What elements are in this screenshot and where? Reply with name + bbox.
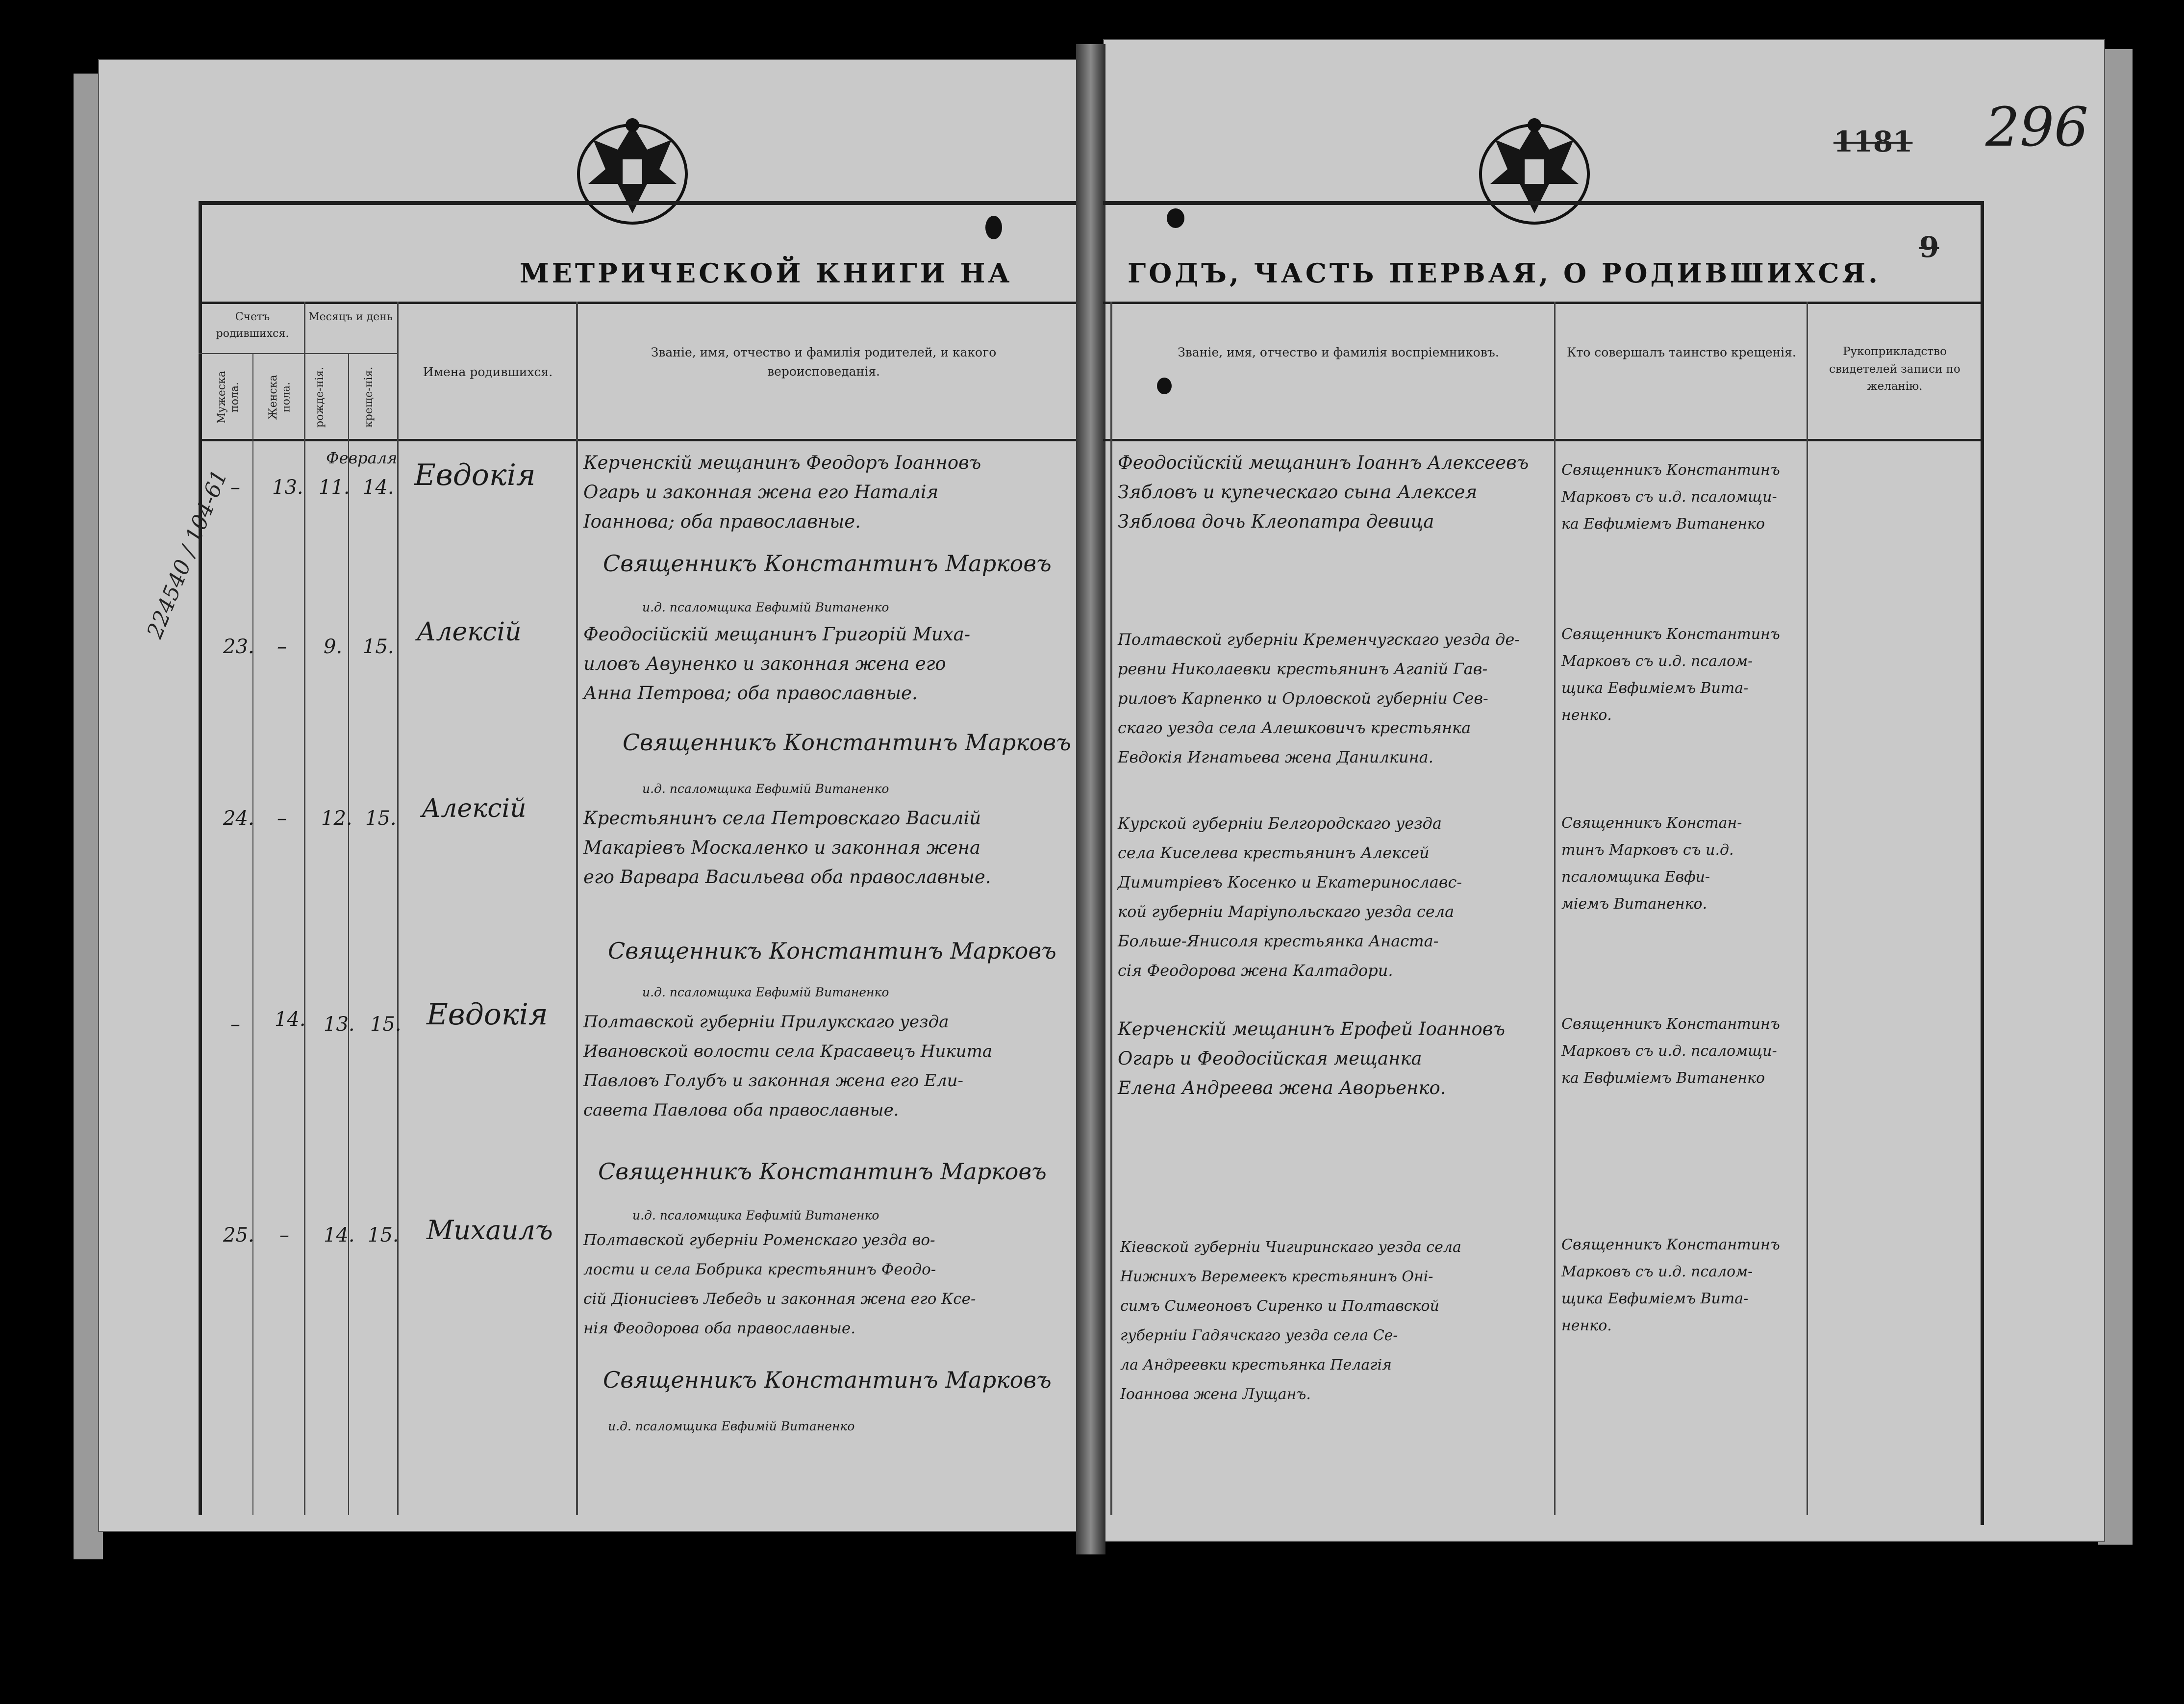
record-godparents-line: Керченскій мещанинъ Ерофей Іоанновъ: [1118, 1018, 1505, 1040]
record-godparents-line: Евдокія Игнатьева жена Данилкина.: [1118, 748, 1433, 766]
record-baptized: 15.: [365, 807, 397, 830]
record-godparents-line: ревни Николаевки крестьянинъ Агапій Гав-: [1118, 660, 1488, 678]
record-clerk-signature: и.д. псаломщика Евфимій Витаненко: [642, 600, 889, 614]
header-rule-bottom-right: [1103, 439, 1983, 441]
record-parents-line: Павловъ Голубъ и законная жена его Ели-: [583, 1071, 964, 1091]
record-priest-line: Священникъ Константинъ: [1561, 461, 1780, 479]
record-name: Евдокія: [427, 997, 548, 1032]
record-priest-line: щика Евфиміемъ Вита-: [1561, 1290, 1749, 1307]
record-godparents-line: скаго уезда села Алешковичъ крестьянка: [1118, 718, 1471, 737]
record-priest-line: ка Евфиміемъ Витаненко: [1561, 515, 1765, 533]
col-rule: [1110, 302, 1112, 1515]
record-parents-line: Анна Петрова; оба православные.: [583, 683, 918, 704]
record-godparents-line: Зяблова дочь Клеопатра девица: [1118, 511, 1434, 532]
title-right: ГОДЪ, ЧАСТЬ ПЕРВАЯ, О РОДИВШИХСЯ.: [1128, 257, 1881, 289]
record-priest-line: тинъ Марковъ съ и.д.: [1561, 841, 1734, 859]
record-male-no: 25.: [223, 1224, 254, 1246]
record-female-no: –: [277, 807, 287, 830]
record-priest-line: Священникъ Константинъ: [1561, 626, 1780, 643]
record-parents-line: Макаріевъ Москаленко и законная жена: [583, 837, 981, 858]
record-clerk-signature: и.д. псаломщика Евфимій Витаненко: [642, 985, 889, 999]
header-names: Имена родившихся.: [423, 365, 553, 379]
record-godparents-line: Іоаннова жена Лущанъ.: [1120, 1386, 1311, 1403]
col-rule: [397, 302, 399, 1515]
record-priest-line: Священникъ Констан-: [1561, 814, 1742, 832]
record-parents-line: Феодосійскій мещанинъ Григорій Миха-: [583, 624, 971, 645]
record-parents-line: савета Павлова оба православные.: [583, 1100, 899, 1120]
record-godparents-line: Димитріевъ Косенко и Екатеринославс-: [1118, 873, 1462, 891]
folio-number: 9: [1919, 230, 1939, 264]
record-parents-line: Ивановской волости села Красавецъ Никита: [583, 1042, 993, 1061]
record-godparents-line: Огарь и Феодосійская мещанка: [1118, 1048, 1422, 1069]
record-name: Алексій: [422, 794, 527, 823]
record-born: 14.: [324, 1224, 355, 1246]
record-godparents-line: кой губерніи Маріупольскаго уезда села: [1118, 902, 1455, 921]
col-rule: [576, 302, 578, 1515]
record-godparents-line: Полтавской губерніи Кременчугскаго уезда де-: [1118, 630, 1520, 649]
record-priest-signature: Священникъ Константинъ Марковъ: [603, 1367, 1052, 1393]
col-rule: [1554, 302, 1556, 1515]
frame-top-left: [199, 201, 1076, 205]
printed-page-number: 1181: [1833, 125, 1913, 158]
record-parents-line: нія Феодорова оба православные.: [583, 1320, 856, 1337]
col-rule: [252, 353, 253, 1515]
record-godparents-line: села Киселева крестьянинъ Алексей: [1118, 843, 1430, 862]
record-female-no: –: [277, 636, 287, 658]
book-spine: [1076, 44, 1105, 1554]
record-baptized: 15.: [370, 1013, 402, 1036]
record-priest-line: Марковъ съ и.д. псалом-: [1561, 653, 1753, 670]
record-parents-line: лости и села Бобрика крестьянинъ Феодо-: [583, 1261, 936, 1278]
record-priest-line: ненко.: [1561, 707, 1612, 724]
record-female-no: 14.: [275, 1008, 306, 1031]
record-parents-line: Крестьянинъ села Петровскаго Василій: [583, 808, 981, 829]
record-baptized: 15.: [368, 1224, 399, 1246]
header-rule-right: [1103, 302, 1983, 304]
header-parents: Званіе, имя, отчество и фамилія родителей, и какого вероисповеданія.: [651, 345, 997, 379]
record-male-no: –: [230, 476, 240, 499]
record-godparents-line: Нижнихъ Веремеекъ крестьянинъ Оні-: [1120, 1268, 1433, 1285]
ink-blot: [1157, 378, 1172, 394]
header-rule-left: [199, 302, 1076, 304]
ink-blot: [1167, 208, 1184, 228]
header-female: Женска пола.: [267, 375, 293, 420]
record-godparents-line: Курской губерніи Белгородскаго уезда: [1118, 814, 1442, 833]
double-headed-eagle-emblem-right: [1461, 105, 1608, 238]
header-rule-bottom-left: [199, 439, 1076, 441]
record-parents-line: Іоаннова; оба православные.: [583, 511, 861, 532]
record-name: Евдокія: [414, 458, 536, 492]
record-priest-line: міемъ Витаненко.: [1561, 895, 1707, 913]
header-baptized: креще-нія.: [363, 366, 375, 428]
record-female-no: 13.: [272, 476, 303, 499]
record-male-no: 24.: [223, 807, 254, 830]
col-rule: [348, 353, 349, 1515]
record-godparents-line: Кіевской губерніи Чигиринскаго уезда села: [1120, 1239, 1461, 1256]
header-godparents: Званіе, имя, отчество и фамилія воспріемниковъ.: [1178, 345, 1499, 359]
record-priest-line: Марковъ съ и.д. псаломщи-: [1561, 488, 1777, 506]
frame-top-right: [1103, 201, 1983, 205]
record-priest-line: ка Евфиміемъ Витаненко: [1561, 1069, 1765, 1087]
record-parents-line: Огарь и законная жена его Наталія: [583, 482, 939, 503]
record-godparents-line: губерніи Гадячскаго уезда села Се-: [1120, 1327, 1398, 1344]
record-priest-line: псаломщика Евфи-: [1561, 868, 1710, 886]
record-godparents-line: Больше-Янисоля крестьянка Анаста-: [1118, 932, 1439, 950]
title-left: МЕТРИЧЕСКОЙ КНИГИ НА: [520, 257, 1013, 289]
record-baptized: 14.: [363, 476, 394, 499]
record-godparents-line: риловъ Карпенко и Орловской губерніи Сев-: [1118, 689, 1488, 708]
record-parents-line: Полтавской губерніи Роменскаго уезда во-: [583, 1231, 935, 1249]
ink-blot: [985, 216, 1002, 239]
record-godparents-line: Зябловъ и купеческаго сына Алексея: [1118, 482, 1478, 503]
record-clerk-signature: и.д. псаломщика Евфимій Витаненко: [632, 1208, 879, 1222]
record-parents-line: иловъ Авуненко и законная жена его: [583, 653, 946, 674]
record-godparents-line: сія Феодорова жена Калтадори.: [1118, 961, 1393, 980]
record-priest-line: щика Евфиміемъ Вита-: [1561, 680, 1749, 697]
record-priest-line: Марковъ съ и.д. псалом-: [1561, 1263, 1753, 1280]
record-priest-line: ненко.: [1561, 1317, 1612, 1334]
header-male: Мужеска пола.: [216, 371, 241, 424]
handwritten-page-number: 296: [1985, 96, 2088, 158]
record-male-no: 23.: [223, 636, 254, 658]
record-priest-signature: Священникъ Константинъ Марковъ: [598, 1158, 1047, 1185]
frame-left: [199, 201, 202, 1515]
header-count: Счетъ родившихся.: [216, 311, 289, 340]
record-priest-line: Священникъ Константинъ: [1561, 1016, 1780, 1033]
record-clerk-signature: и.д. псаломщика Евфимій Витаненко: [642, 782, 889, 796]
header-born: рожде-нія.: [314, 366, 326, 428]
record-born: 12.: [321, 807, 352, 830]
header-subrule: [199, 353, 397, 354]
record-parents-line: Керченскій мещанинъ Феодоръ Іоанновъ: [583, 452, 981, 473]
record-name: Михаилъ: [427, 1215, 553, 1246]
record-priest-signature: Священникъ Константинъ Марковъ: [608, 938, 1056, 964]
record-parents-line: сій Діонисіевъ Лебедь и законная жена его Ксе-: [583, 1290, 976, 1308]
record-male-no: –: [230, 1013, 240, 1036]
col-rule: [304, 302, 305, 1515]
record-godparents-line: Елена Андреева жена Аворьенко.: [1118, 1077, 1446, 1098]
record-female-no: –: [279, 1224, 289, 1246]
header-witness: Рукоприкладство свидетелей записи по желанію.: [1829, 345, 1960, 393]
record-priest-signature: Священникъ Константинъ Марковъ: [603, 550, 1052, 577]
record-born: 13.: [324, 1013, 355, 1036]
record-godparents-line: симъ Симеоновъ Сиренко и Полтавской: [1120, 1297, 1439, 1315]
double-headed-eagle-emblem-left: [559, 105, 706, 238]
record-priest-line: Священникъ Константинъ: [1561, 1236, 1780, 1253]
col-rule: [1807, 302, 1808, 1515]
record-parents-line: Полтавской губерніи Прилукскаго уезда: [583, 1012, 949, 1032]
record-godparents-line: Феодосійскій мещанинъ Іоаннъ Алексеевъ: [1118, 452, 1529, 473]
archive-mark: 224540 / 104-61: [142, 466, 233, 642]
record-born: 11.: [319, 476, 350, 499]
frame-right: [1981, 201, 1984, 1525]
record-clerk-signature: и.д. псаломщика Евфимій Витаненко: [608, 1419, 855, 1433]
month-label: Февраля: [326, 449, 398, 467]
record-parents-line: его Варвара Васильева оба православные.: [583, 866, 991, 888]
record-priest-line: Марковъ съ и.д. псаломщи-: [1561, 1043, 1777, 1060]
record-baptized: 15.: [363, 636, 394, 658]
record-born: 9.: [324, 636, 343, 658]
header-priest: Кто совершалъ таинство крещенія.: [1567, 345, 1796, 359]
header-month-day: Месяцъ и день: [308, 311, 393, 323]
record-godparents-line: ла Андреевки крестьянка Пелагія: [1120, 1356, 1392, 1373]
record-priest-signature: Священникъ Константинъ Марковъ: [623, 729, 1071, 756]
record-name: Алексій: [417, 617, 522, 647]
